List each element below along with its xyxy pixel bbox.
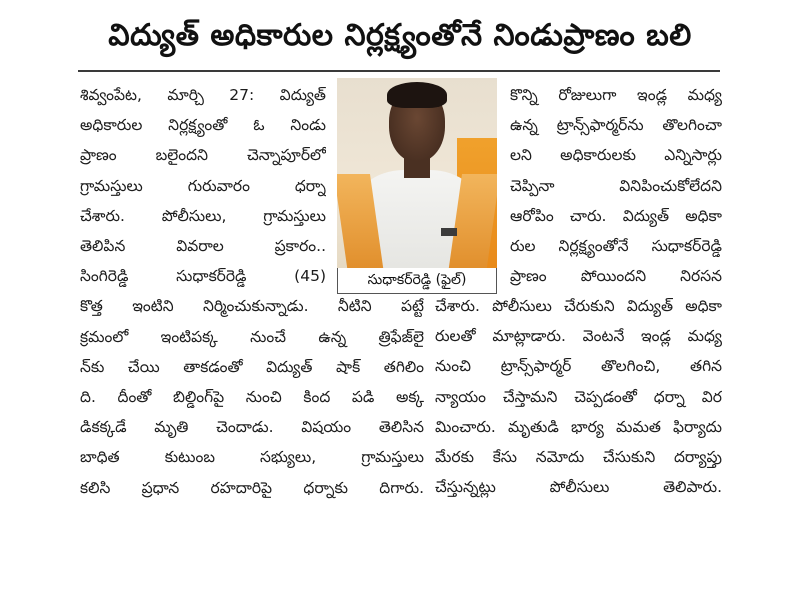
text-line: కొన్ని రోజులుగా ఇండ్ల మధ్య <box>510 86 722 104</box>
text-line: క్రమంలో ఇంటిపక్క నుంచే ఉన్న త్రిఫేజ్‌లై <box>80 327 424 346</box>
text-line: ది. దీంతో బిల్డింగ్‌పై నుంచి కింద పడి అక్క <box>80 388 424 407</box>
text-line: తెలిపిన వివరాల ప్రకారం.. <box>80 237 326 256</box>
text-line: చేశారు. పోలీసులు, గ్రామస్తులు <box>80 206 326 225</box>
text-line: కొత్త ఇంటిని నిర్మించుకున్నాడు. నీటిని పట్టే <box>80 297 424 316</box>
text-line: అధికారుల నిర్లక్ష్యంతో ఓ నిండు <box>80 116 326 135</box>
text-line: కలిసి ప్రధాన రహదారిపై ధర్నాకు దిగారు. <box>80 478 424 497</box>
text-line: చెప్పినా వినిపించుకోలేదని <box>510 176 722 195</box>
article-headline: విద్యుత్ అధికారుల నిర్లక్ష్యంతోనే నిండుప్రాణం బలి <box>108 18 692 53</box>
text-line: లని అధికారులకు ఎన్నిసార్లు <box>510 146 722 165</box>
pocket-detail <box>441 228 457 236</box>
text-line: డికక్కడే మృతి చెందాడు. విషయం తెలిసిన <box>80 418 424 437</box>
text-line: న్యాయం చేస్తామని చెప్పడంతో ధర్నా విర <box>435 387 722 406</box>
text-line: చేస్తున్నట్లు పోలీసులు తెలిపారు. <box>435 478 722 497</box>
text-line: రులతో మాట్లాడారు. వెంటనే ఇండ్ల మధ్య <box>435 327 722 346</box>
text-line: సింగిరెడ్డి సుధాకర్‌రెడ్డి (45) <box>80 267 326 286</box>
person-photo <box>337 78 497 268</box>
text-line: ఆరోపిం చారు. విద్యుత్ అధికా <box>510 206 722 225</box>
text-line: నుంచి ట్రాన్స్‌ఫార్మర్ తొలగించి, తగిన <box>435 357 722 376</box>
article-column-right-lower <box>435 291 722 502</box>
photo-caption: సుధాకర్‌రెడ్డి (ఫైల్) <box>337 268 497 294</box>
text-line: మేరకు కేసు నమోదు చేసుకుని దర్యాప్తు <box>435 448 722 467</box>
text-line: శివ్వంపేట, మార్చి 27: విద్యుత్ <box>80 86 326 104</box>
text-line: ఉన్న ట్రాన్స్‌ఫార్మర్‌ను తొలగించా <box>510 116 722 135</box>
text-line: బాధిత కుటుంబ సభ్యులు, గ్రామస్తులు <box>80 448 424 467</box>
text-line: ప్రాణం పోయిందని నిరసన <box>510 267 722 286</box>
text-line: న్‌కు చేయి తాకడంతో విద్యుత్ షాక్ తగిలిం <box>80 357 424 376</box>
hair-shape <box>387 82 447 108</box>
article-column-right-upper <box>510 80 722 291</box>
text-line: రుల నిర్లక్ష్యంతోనే సుధాకర్‌రెడ్డి <box>510 237 722 256</box>
text-line: ప్రాణం బలైందని చెన్నాపూర్‌లో <box>80 146 326 165</box>
text-line: మించారు. మృతుడి భార్య మమత ఫిర్యాదు <box>435 417 722 436</box>
headline-divider <box>78 70 720 72</box>
text-line: చేశారు. పోలీసులు చేరుకుని విద్యుత్ అధికా <box>435 297 722 315</box>
text-line: గ్రామస్తులు గురువారం ధర్నా <box>80 176 326 195</box>
